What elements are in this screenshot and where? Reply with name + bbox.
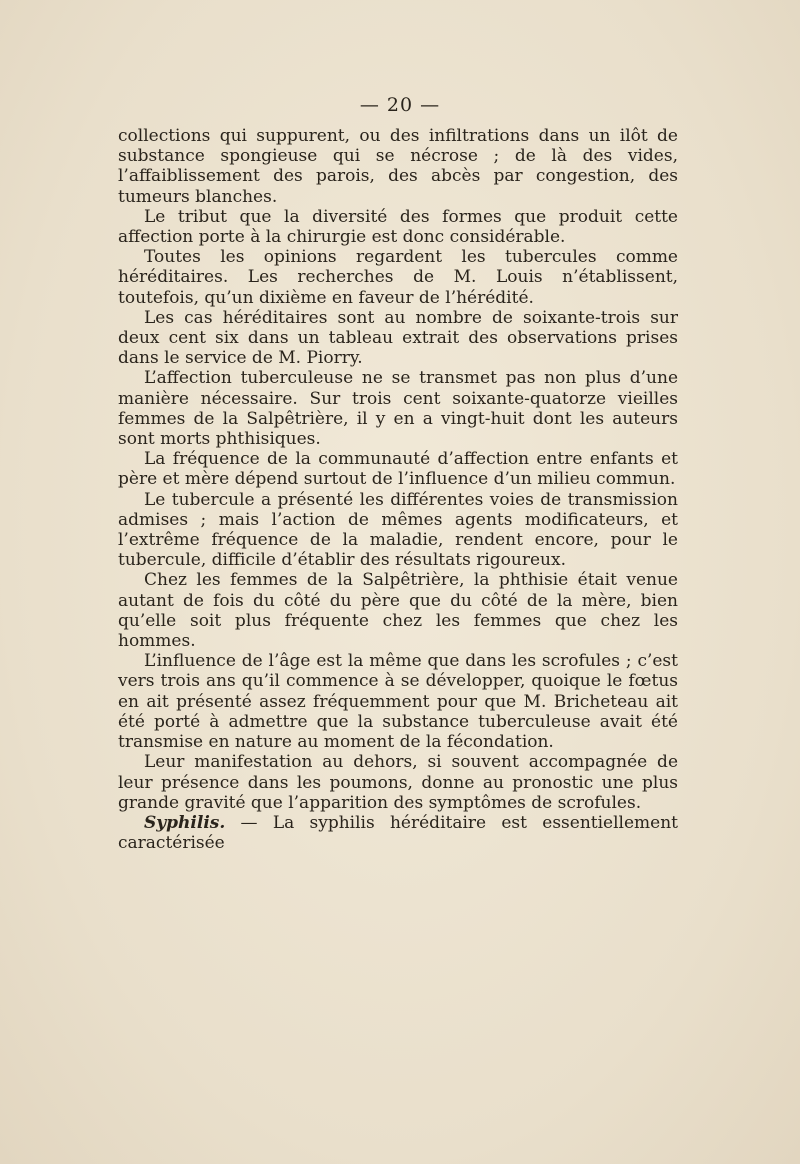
paragraph-10: Leur manifestation au dehors, si souvent accompagnée de leur présence dans les poumons, donne au pronostic une plus grande gravité que l’apparition des symptômes de scrofules. <box>118 752 678 813</box>
paragraph-4: Les cas héréditaires sont au nombre de soixante-trois sur deux cent six dans un tableau extrait des observations prises dans le service de M. Piorry. <box>118 307 678 369</box>
paragraph-1: collections qui suppurent, ou des infiltrations dans un ilôt de substance spongieuse qui se nécrose ; de là des vides, l’affaiblissement des parois, des abcès par congestion, des tumeurs blanches. <box>118 126 678 207</box>
paragraph-6: La fréquence de la communauté d’affection entre enfants et père et mère dépend surtout de l’influence d’un milieu commun. <box>118 449 678 490</box>
paragraph-11 <box>118 813 678 853</box>
paragraph-7: Le tubercule a présenté les différentes voies de transmission admises ; mais l’action de mêmes agents modificateurs, et l’extrême fréquence de la maladie, rendent encore, pour le tubercule, difficile d’établir des résultats rigoureux. <box>118 489 678 571</box>
paragraph-11-text: — La syphilis héréditaire est essentiellement caractérisée <box>118 812 678 854</box>
page-number: — 20 — <box>359 94 441 116</box>
run-in-heading: Syphilis. <box>144 812 226 833</box>
paragraph-9: L’influence de l’âge est la même que dans les scrofules ; c’est vers trois ans qu’il commence à se développer, quoique le fœtus en ait présenté assez fréquemment pour que M. Bricheteau ait été porté à admettre que la substance tuberculeuse avait été transmise en nature au moment de la fécondation. <box>118 651 678 753</box>
body-text <box>118 126 678 853</box>
paragraph-3: Toutes les opinions regardent les tubercules comme héréditaires. Les recherches de M. Louis n’établissent, toutefois, qu’un dixième en faveur de l’hérédité. <box>118 247 678 308</box>
paragraph-8: Chez les femmes de la Salpêtrière, la phthisie était venue autant de fois du côté du père que du côté de la mère, bien qu’elle soit plus fréquente chez les femmes que chez les hommes. <box>118 570 678 652</box>
paragraph-5: L’affection tuberculeuse ne se transmet pas non plus d’une manière nécessaire. Sur trois cent soixante-quatorze vieilles femmes de la Salpêtrière, il y en a vingt-huit dont les auteurs sont morts phthisiques. <box>118 368 678 450</box>
paragraph-2: Le tribut que la diversité des formes que produit cette affection porte à la chirurgie est donc considérable. <box>118 206 678 248</box>
